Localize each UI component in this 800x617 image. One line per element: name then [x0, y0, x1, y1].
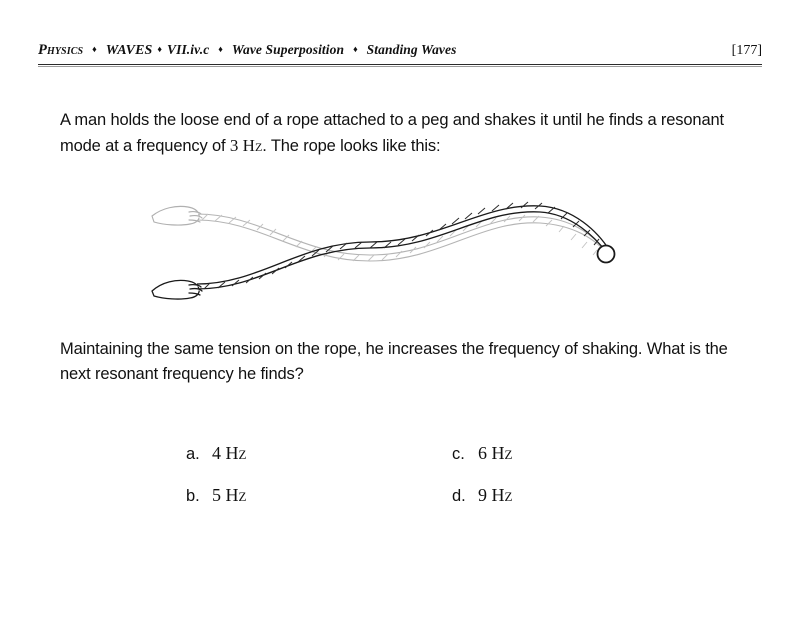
diamond-separator-icon: ♦: [157, 44, 162, 54]
running-header: [38, 42, 762, 62]
choice-row: [186, 443, 606, 485]
hand-dark-icon: [152, 280, 202, 299]
choice-unit-a: Hz: [225, 443, 247, 463]
choice-value-a: 4 Hz: [212, 443, 247, 463]
answer-choice-c[interactable]: [452, 443, 512, 464]
prompt-text-tail: . The rope looks like this:: [262, 137, 441, 155]
choice-unit-c: Hz: [491, 443, 513, 463]
page-number: [177]: [731, 43, 762, 58]
breadcrumb-item-subject: Physics: [38, 42, 84, 58]
choice-row: [186, 485, 606, 527]
breadcrumb: [38, 42, 732, 59]
breadcrumb-item-unit: WAVES: [105, 43, 153, 58]
header-divider: [38, 64, 762, 67]
breadcrumb-item-code: VII.iv.c: [167, 42, 210, 57]
choice-value-d: 9 Hz: [478, 485, 513, 505]
answer-choice-a[interactable]: [186, 443, 246, 464]
rope-dark-path: [197, 202, 610, 289]
breadcrumb-item-topic: Wave Superposition: [231, 42, 345, 57]
choice-value-b: 5 Hz: [212, 485, 247, 505]
choice-letter-c: c.: [452, 445, 465, 463]
choice-value-c: 6 Hz: [478, 443, 513, 463]
choice-letter-d: d.: [452, 487, 466, 505]
answer-choices: [186, 443, 606, 527]
frequency-unit: Hz: [242, 136, 263, 155]
diamond-separator-icon: ♦: [353, 44, 358, 54]
divider-line-secondary: [38, 66, 762, 67]
breadcrumb-item-subtopic: Standing Waves: [366, 42, 457, 57]
diamond-separator-icon: ♦: [92, 44, 97, 54]
standing-wave-figure: [140, 185, 640, 315]
choice-letter-b: b.: [186, 487, 200, 505]
rope-ghost-path: [197, 214, 608, 261]
choice-unit-d: Hz: [491, 485, 513, 505]
divider-line-primary: [38, 64, 762, 65]
diamond-separator-icon: ♦: [218, 44, 223, 54]
peg-anchor-icon: [598, 246, 615, 263]
choice-unit-b: Hz: [225, 485, 247, 505]
prompt-text-lead: A man holds the loose end of a rope attached to a peg and shakes it until he finds a resonant mode at a frequency of: [60, 111, 724, 155]
answer-choice-b[interactable]: [186, 485, 246, 506]
question-followup-paragraph: Maintaining the same tension on the rope, he increases the frequency of shaking. What is the next resonant frequency he finds?: [60, 340, 728, 383]
question-prompt-paragraph: [60, 108, 750, 159]
choice-letter-a: a.: [186, 445, 200, 463]
hand-ghost-icon: [152, 206, 202, 225]
answer-choice-d[interactable]: [452, 485, 512, 506]
frequency-value: 3 Hz: [229, 136, 263, 155]
